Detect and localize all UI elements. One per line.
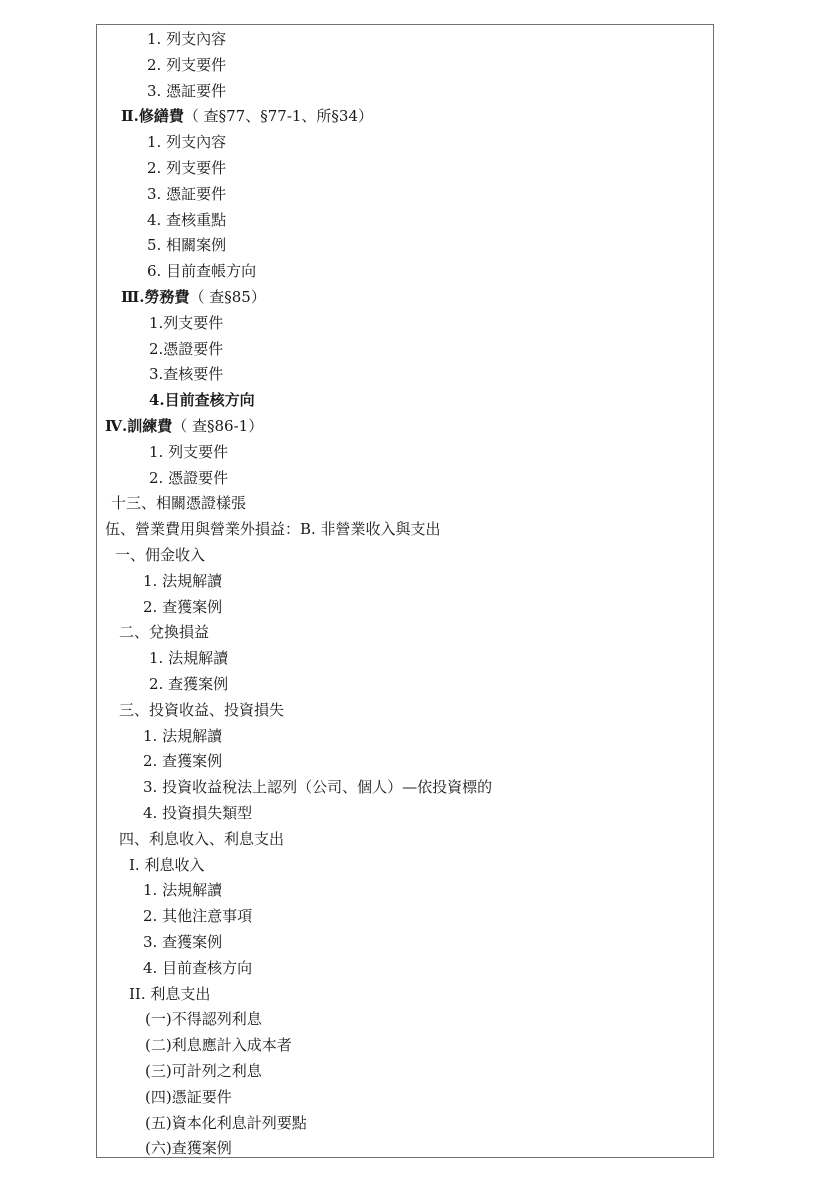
outline-line-text: 2. 查獲案例 — [143, 752, 223, 771]
outline-line — [105, 414, 263, 440]
outline-line-text: 2.憑證要件 — [149, 339, 224, 358]
outline-line — [147, 233, 226, 259]
outline-line — [105, 517, 441, 543]
outline-line-text: (四)憑証要件 — [145, 1087, 232, 1106]
outline-line — [143, 956, 252, 982]
outline-line — [143, 878, 222, 904]
outline-line-text: 2. 查獲案例 — [143, 597, 223, 616]
outline-line — [149, 362, 223, 388]
outline-line — [143, 595, 222, 621]
outline-line-text: 1. 法規解讀 — [143, 881, 223, 900]
outline-line-text: 四、利息收入、利息支出 — [119, 829, 285, 848]
outline-line — [119, 698, 284, 724]
outline-line — [145, 1111, 307, 1137]
outline-line-text: (一)不得認列利息 — [145, 1010, 262, 1029]
outline-line-text: 1.列支要件 — [149, 313, 224, 332]
outline-line-text: 2. 其他注意事項 — [143, 907, 253, 926]
outline-line-text: Ⅳ.訓練費 — [105, 417, 173, 435]
outline-line — [143, 930, 222, 956]
outline-line-text: (五)資本化利息計列要點 — [145, 1113, 307, 1132]
outline-line — [147, 208, 226, 234]
outline-line — [143, 775, 492, 801]
outline-line-text: Ⅲ.勞務費 — [121, 288, 190, 306]
outline-line — [149, 672, 228, 698]
outline-line — [119, 620, 209, 646]
outline-line — [143, 724, 222, 750]
outline-line-text: 2. 列支要件 — [147, 159, 227, 177]
outline-line-text: 2. 列支要件 — [147, 55, 227, 74]
outline-line — [145, 1059, 262, 1085]
outline-line — [121, 285, 266, 311]
outline-line — [145, 1033, 292, 1059]
outline-line-text: 3.查核要件 — [149, 365, 224, 384]
outline-line — [149, 440, 228, 466]
outline-line-text: 5. 相關案例 — [147, 236, 227, 255]
outline-line — [149, 388, 255, 414]
outline-line-text: (六)查獲案例 — [145, 1139, 232, 1158]
outline-line-text: 伍、營業費用與營業外損益：B. 非營業收入與支出 — [105, 520, 441, 539]
outline-line-text: 1. 列支內容 — [147, 30, 227, 48]
outline-line-text: 1. 法規解讀 — [149, 649, 229, 668]
outline-line-text: 1. 列支內容 — [147, 133, 227, 152]
outline-line — [145, 1007, 262, 1033]
outline-line-citation: （ 查§86-1） — [172, 417, 264, 435]
outline-line — [121, 104, 373, 130]
outline-line — [119, 827, 284, 853]
outline-line — [149, 311, 223, 337]
outline-line-text: 4.目前查核方向 — [149, 391, 255, 410]
outline-line-text: 3. 查獲案例 — [143, 933, 223, 951]
outline-line — [147, 182, 226, 208]
outline-line-text: 3. 憑証要件 — [147, 184, 227, 203]
outline-line — [147, 27, 226, 53]
outline-line-text: II. 利息支出 — [129, 984, 211, 1003]
outline-line-text: 1. 法規解讀 — [143, 571, 223, 590]
outline-line-text: 4. 投資損失類型 — [143, 804, 253, 822]
document-page — [96, 24, 714, 1158]
outline-line-text: 二、兌換損益 — [119, 623, 210, 642]
outline-line — [149, 466, 228, 492]
outline-line — [145, 1136, 232, 1162]
outline-line — [149, 337, 223, 363]
outline-line-text: 3. 投資收益稅法上認列（公司、個人）—依投資標的 — [143, 778, 493, 797]
outline-line — [143, 749, 222, 775]
outline-line-text: 6. 目前查帳方向 — [147, 262, 257, 281]
outline-line — [147, 259, 256, 285]
outline-line — [143, 801, 252, 827]
outline-line-text: 3. 憑証要件 — [147, 81, 227, 100]
outline-line-text: 1. 法規解讀 — [143, 726, 223, 745]
outline-line — [129, 853, 204, 879]
outline-line — [111, 491, 246, 517]
outline-line-text: 4. 查核重點 — [147, 210, 227, 229]
outline-line — [147, 130, 226, 156]
outline-line-text: 4. 目前查核方向 — [143, 958, 253, 977]
outline-line — [129, 982, 210, 1008]
outline-line — [115, 543, 205, 569]
outline-line — [143, 904, 252, 930]
outline-line-text: Ⅱ.修繕費 — [121, 107, 184, 126]
outline-line-text: 三、投資收益、投資損失 — [119, 700, 285, 719]
outline-line-text: 1. 列支要件 — [149, 442, 229, 461]
outline-line — [147, 79, 226, 105]
outline-line-text: (三)可計列之利息 — [145, 1062, 262, 1080]
outline-line-text: 2. 查獲案例 — [149, 675, 229, 693]
outline-line-text: (二)利息應計入成本者 — [145, 1036, 292, 1055]
outline-line — [145, 1085, 232, 1111]
outline-line-citation: （ 查§77、§77-1、所§34） — [183, 107, 374, 126]
outline-line — [147, 53, 226, 79]
outline-line-text: I. 利息收入 — [129, 855, 205, 874]
outline-line — [149, 646, 228, 672]
outline-line-text: 十三、相關憑證樣張 — [111, 494, 247, 513]
outline-line-text: 一、佣金收入 — [115, 546, 206, 564]
outline-line — [143, 569, 222, 595]
outline-line-citation: （ 查§85） — [189, 288, 266, 306]
outline-line — [147, 156, 226, 182]
outline-line-text: 2. 憑證要件 — [149, 468, 229, 487]
